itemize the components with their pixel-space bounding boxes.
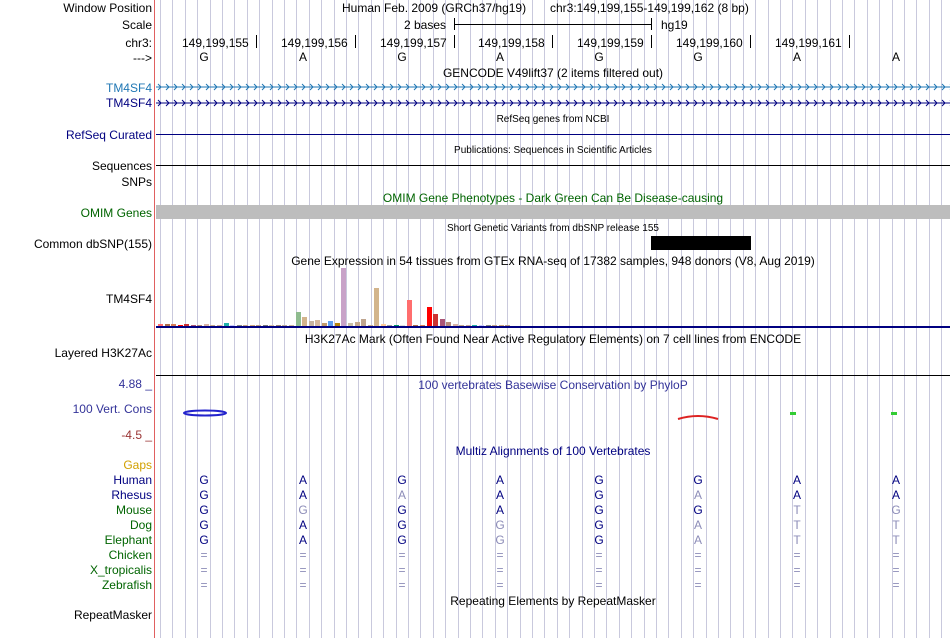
gtex-tissue-bar[interactable] bbox=[374, 288, 379, 326]
coordinate-label[interactable]: 149,199,160 bbox=[676, 36, 743, 50]
gtex-tissue-bar[interactable] bbox=[341, 268, 346, 326]
reference-base: G bbox=[397, 50, 407, 64]
label-divider bbox=[154, 0, 155, 638]
alignment-base: = bbox=[200, 578, 208, 592]
gencode-item-2-arrows bbox=[156, 96, 950, 110]
gtex-tissue-bar[interactable] bbox=[302, 317, 307, 326]
alignment-base: = bbox=[398, 578, 406, 592]
alignment-base: G bbox=[199, 533, 209, 547]
sequences-label[interactable]: Sequences bbox=[91, 159, 152, 173]
alignment-base: = bbox=[299, 548, 307, 562]
alignment-base: = bbox=[595, 548, 603, 562]
h3k27ac-baseline bbox=[156, 375, 950, 376]
coordinate-label[interactable]: 149,199,156 bbox=[281, 36, 348, 50]
alignment-base: G bbox=[594, 533, 604, 547]
gtex-tissue-bar[interactable] bbox=[407, 300, 412, 326]
species-label[interactable]: Rhesus bbox=[111, 488, 152, 502]
alignment-base: = bbox=[793, 563, 801, 577]
species-label[interactable]: Dog bbox=[129, 518, 152, 532]
h3k27ac-track-title: H3K27Ac Mark (Often Found Near Active Regulatory Elements) on 7 cell lines from ENCODE bbox=[304, 332, 802, 346]
alignment-base: G bbox=[693, 473, 703, 487]
gtex-expression-chart[interactable] bbox=[156, 268, 950, 326]
alignment-base: A bbox=[495, 473, 504, 487]
species-label[interactable]: Elephant bbox=[104, 533, 152, 547]
gtex-track-title: Gene Expression in 54 tissues from GTEx RNA-seq of 17382 samples, 948 donors (V8, Aug 2019) bbox=[291, 254, 815, 268]
alignment-base: T bbox=[793, 503, 801, 517]
coordinate-tick bbox=[355, 35, 356, 48]
alignment-base: = bbox=[793, 578, 801, 592]
coordinate-tick bbox=[552, 35, 553, 48]
phylop-mark-2 bbox=[891, 412, 897, 415]
alignment-base: G bbox=[495, 533, 505, 547]
alignment-base: A bbox=[495, 488, 504, 502]
phylop-min-label: -4.5 _ bbox=[121, 428, 152, 442]
gencode-track-title: GENCODE V49lift37 (2 items filtered out) bbox=[442, 66, 664, 80]
phylop-peak-1 bbox=[184, 411, 226, 416]
gtex-label[interactable]: TM4SF4 bbox=[105, 292, 152, 306]
alignment-base: G bbox=[891, 503, 901, 517]
refseq-label[interactable]: RefSeq Curated bbox=[65, 128, 152, 142]
alignment-base: = bbox=[398, 548, 406, 562]
snps-label[interactable]: SNPs bbox=[121, 175, 152, 189]
refseq-track-title: RefSeq genes from NCBI bbox=[496, 114, 610, 125]
phylop-dip-1 bbox=[678, 416, 718, 419]
alignment-base: A bbox=[792, 488, 801, 502]
phylop-label[interactable]: 100 Vert. Cons bbox=[72, 402, 152, 416]
phylop-graph[interactable] bbox=[156, 400, 950, 430]
alignment-base: A bbox=[891, 473, 900, 487]
dbsnp-variant[interactable] bbox=[651, 236, 751, 250]
alignment-base: G bbox=[594, 503, 604, 517]
scale-bar bbox=[454, 24, 652, 25]
scale-db: hg19 bbox=[661, 18, 688, 32]
reference-base: G bbox=[594, 50, 604, 64]
gencode-item-1-gene[interactable] bbox=[156, 80, 950, 94]
strand-label: ---> bbox=[133, 51, 152, 65]
alignment-base: = bbox=[299, 563, 307, 577]
reference-base: G bbox=[199, 50, 209, 64]
alignment-base: T bbox=[793, 533, 801, 547]
h3k27ac-label[interactable]: Layered H3K27Ac bbox=[54, 346, 152, 360]
phylop-track-title: 100 vertebrates Basewise Conservation by PhyloP bbox=[418, 378, 688, 392]
gtex-tissue-bar[interactable] bbox=[296, 312, 301, 327]
reference-base: A bbox=[891, 50, 900, 64]
gtex-baseline bbox=[156, 326, 950, 328]
phylop-mark-1 bbox=[790, 412, 796, 415]
alignment-base: = bbox=[694, 578, 702, 592]
reference-base: A bbox=[495, 50, 504, 64]
gtex-tissue-bar[interactable] bbox=[440, 319, 445, 326]
alignment-base: = bbox=[892, 578, 900, 592]
coordinate-tick bbox=[454, 35, 455, 48]
alignment-base: G bbox=[397, 473, 407, 487]
alignment-base: = bbox=[200, 548, 208, 562]
alignment-base: = bbox=[694, 548, 702, 562]
scale-text: 2 bases bbox=[404, 18, 447, 32]
alignment-base: T bbox=[892, 518, 900, 532]
dbsnp-label[interactable]: Common dbSNP(155) bbox=[33, 237, 152, 251]
alignment-base: = bbox=[496, 548, 504, 562]
chrom-label: chr3: bbox=[125, 36, 152, 50]
species-label[interactable]: Chicken bbox=[108, 548, 152, 562]
repeatmasker-track-title: Repeating Elements by RepeatMasker bbox=[450, 594, 656, 608]
scale-bar-left-tick bbox=[454, 18, 455, 30]
coordinate-tick bbox=[849, 35, 850, 48]
alignment-base: A bbox=[298, 518, 307, 532]
alignment-base: A bbox=[298, 488, 307, 502]
alignment-base: = bbox=[892, 548, 900, 562]
phylop-max-label: 4.88 _ bbox=[118, 377, 152, 391]
omim-label[interactable]: OMIM Genes bbox=[80, 206, 152, 220]
dbsnp-track-title: Short Genetic Variants from dbSNP release 155 bbox=[447, 223, 659, 234]
scale-label: Scale bbox=[121, 18, 152, 32]
alignment-base: A bbox=[693, 488, 702, 502]
alignment-base: = bbox=[200, 563, 208, 577]
alignment-base: G bbox=[594, 473, 604, 487]
publications-track-title: Publications: Sequences in Scientific Articles bbox=[454, 145, 652, 156]
scale-bar-right-tick bbox=[651, 18, 652, 30]
alignment-base: A bbox=[891, 488, 900, 502]
gencode-item-2-label[interactable]: TM4SF4 bbox=[105, 96, 152, 110]
alignment-base: = bbox=[595, 563, 603, 577]
alignment-base: G bbox=[397, 503, 407, 517]
alignment-base: = bbox=[496, 563, 504, 577]
gtex-tissue-bar[interactable] bbox=[361, 319, 366, 326]
alignment-base: T bbox=[793, 518, 801, 532]
alignment-base: A bbox=[397, 488, 406, 502]
gtex-tissue-bar[interactable] bbox=[427, 307, 432, 326]
alignment-base: = bbox=[299, 578, 307, 592]
alignment-base: T bbox=[892, 533, 900, 547]
coordinate-label[interactable]: 149,199,157 bbox=[380, 36, 447, 50]
coordinate-tick bbox=[651, 35, 652, 48]
omim-track-title: OMIM Gene Phenotypes - Dark Green Can Be Disease-causing bbox=[382, 191, 724, 205]
species-label[interactable]: X_tropicalis bbox=[89, 563, 152, 577]
coordinate-tick bbox=[256, 35, 257, 48]
gencode-item-1-arrows bbox=[156, 80, 950, 94]
alignment-base: = bbox=[694, 563, 702, 577]
coordinate-tick bbox=[750, 35, 751, 48]
gencode-item-2-gene[interactable] bbox=[156, 96, 950, 110]
alignment-base: = bbox=[595, 578, 603, 592]
omim-gene-bar[interactable] bbox=[156, 205, 950, 219]
alignment-base: G bbox=[199, 473, 209, 487]
alignment-base: G bbox=[199, 503, 209, 517]
alignment-base: G bbox=[199, 488, 209, 502]
alignment-base: A bbox=[693, 518, 702, 532]
alignment-base: A bbox=[298, 473, 307, 487]
alignment-base: G bbox=[298, 503, 308, 517]
species-label[interactable]: Mouse bbox=[115, 503, 152, 517]
reference-base: G bbox=[693, 50, 703, 64]
alignment-base: G bbox=[693, 503, 703, 517]
refseq-gene-line[interactable] bbox=[156, 134, 950, 135]
alignment-base: G bbox=[397, 533, 407, 547]
alignment-base: A bbox=[792, 473, 801, 487]
species-label[interactable]: Zebrafish bbox=[101, 578, 152, 592]
reference-base: A bbox=[298, 50, 307, 64]
coordinate-label[interactable]: 149,199,155 bbox=[182, 36, 249, 50]
species-label[interactable]: Human bbox=[113, 473, 152, 487]
assembly-title[interactable]: Human Feb. 2009 (GRCh37/hg19) bbox=[342, 1, 527, 15]
coordinate-label[interactable]: 149,199,159 bbox=[577, 36, 644, 50]
gtex-tissue-bar[interactable] bbox=[433, 314, 438, 326]
alignment-base: G bbox=[594, 518, 604, 532]
coordinate-label[interactable]: 149,199,158 bbox=[478, 36, 545, 50]
alignment-base: G bbox=[199, 518, 209, 532]
position-readout[interactable]: chr3:149,199,155-149,199,162 (8 bp) bbox=[550, 1, 749, 15]
repeatmasker-label[interactable]: RepeatMasker bbox=[73, 608, 152, 622]
gaps-label[interactable]: Gaps bbox=[123, 458, 152, 472]
alignment-base: A bbox=[298, 533, 307, 547]
sequences-line[interactable] bbox=[156, 165, 950, 166]
alignment-base: G bbox=[594, 488, 604, 502]
window-position-label: Window Position bbox=[63, 1, 152, 15]
coordinate-label[interactable]: 149,199,161 bbox=[775, 36, 842, 50]
alignment-base: G bbox=[397, 518, 407, 532]
alignment-base: = bbox=[398, 563, 406, 577]
alignment-base: = bbox=[793, 548, 801, 562]
gencode-item-1-label[interactable]: TM4SF4 bbox=[105, 81, 152, 95]
alignment-base: A bbox=[495, 503, 504, 517]
alignment-base: = bbox=[892, 563, 900, 577]
multiz-track-title: Multiz Alignments of 100 Vertebrates bbox=[455, 444, 651, 458]
alignment-base: A bbox=[693, 533, 702, 547]
alignment-base: G bbox=[495, 518, 505, 532]
reference-base: A bbox=[792, 50, 801, 64]
alignment-base: = bbox=[496, 578, 504, 592]
